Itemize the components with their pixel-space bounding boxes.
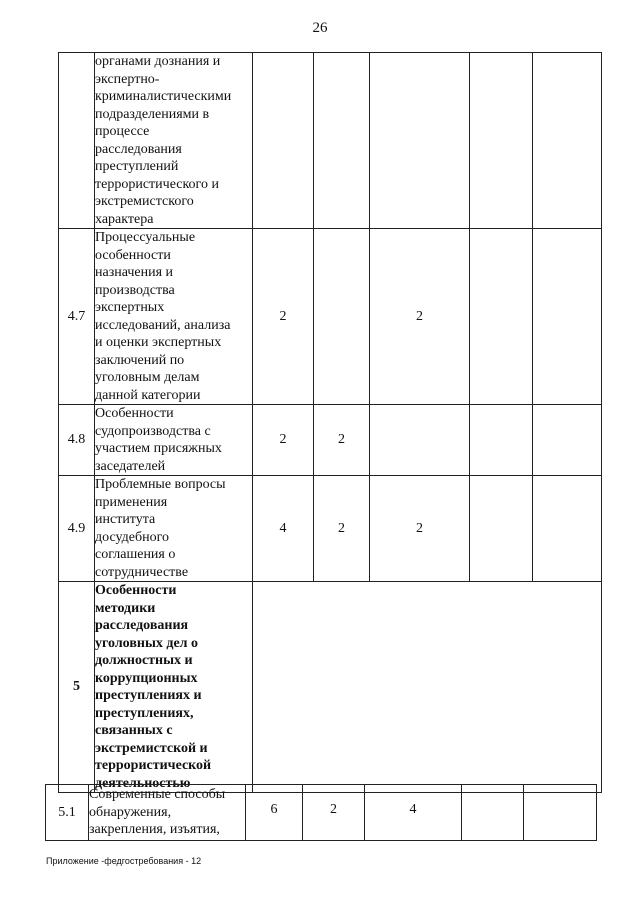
description-line: процессе: [95, 124, 150, 139]
description-line: должностных и: [95, 653, 193, 668]
hours-cell: 2: [253, 405, 314, 476]
description-line: криминалистическими: [95, 89, 232, 104]
hours-cell: [524, 785, 597, 841]
description-line: деятельностью: [95, 775, 191, 791]
hours-cell: 4: [253, 476, 314, 582]
description-line: данной категории: [95, 387, 201, 403]
description-line: органами дознания и: [95, 54, 221, 69]
description-line: Проблемные вопросы: [95, 477, 226, 492]
description-line: применения: [95, 494, 168, 510]
table-row: [59, 476, 602, 582]
section-row: [59, 582, 602, 793]
page-number: 26: [312, 20, 328, 36]
description-line: террористической: [95, 758, 212, 773]
hours-cell: [533, 229, 602, 405]
hours-cell: 2: [314, 476, 370, 582]
hours-cell: [470, 229, 533, 405]
description-line: Современные способы: [89, 787, 226, 803]
description-line: производства: [95, 282, 175, 298]
description-line: заседателей: [95, 458, 166, 474]
row-number: 4.9: [59, 476, 95, 582]
hours-cell: 2: [303, 785, 365, 841]
description-line: расследования: [95, 618, 189, 633]
row-number: 4.7: [59, 229, 95, 405]
hours-cell: 6: [246, 785, 303, 841]
hours-cell: [470, 476, 533, 582]
description-line: экспертно-: [95, 71, 160, 87]
footer-note: Приложение -федгостребования - 12: [46, 856, 202, 866]
row-number: 5.1: [46, 785, 89, 841]
row-number: [59, 53, 95, 229]
row-description: [95, 53, 253, 229]
description-line: назначения и: [95, 265, 174, 280]
description-line: Процессуальные: [95, 230, 196, 245]
description-line: методики: [95, 600, 156, 616]
section-number: 5: [59, 582, 95, 793]
table-row: [59, 53, 602, 229]
description-line: уголовных дел о: [95, 635, 199, 651]
hours-cell: 2: [253, 229, 314, 405]
description-line: уголовным делам: [95, 370, 200, 385]
hours-cell: [533, 405, 602, 476]
description-line: особенности: [95, 247, 171, 263]
description-line: Особенности: [95, 406, 174, 421]
description-line: преступлениях и: [95, 688, 202, 703]
description-line: соглашения о: [95, 547, 176, 562]
table-row: [59, 229, 602, 405]
description-line: сотрудничестве: [95, 564, 189, 580]
hours-cell: [533, 476, 602, 582]
description-line: досудебного: [95, 529, 169, 545]
row-description: [95, 476, 253, 582]
description-line: Особенности: [95, 583, 177, 598]
row-description: [89, 785, 246, 841]
description-line: заключений по: [95, 352, 185, 368]
description-line: характера: [95, 211, 154, 227]
hours-cell: [370, 405, 470, 476]
hours-cell: 2: [370, 476, 470, 582]
curriculum-table-lower: [45, 784, 597, 841]
hours-cell: 4: [365, 785, 462, 841]
description-line: и оценки экспертных: [95, 335, 222, 350]
section-title: [95, 582, 253, 793]
description-line: экстремистского: [95, 194, 194, 209]
description-line: связанных с: [95, 723, 173, 738]
row-description: [95, 229, 253, 405]
curriculum-table-upper: [58, 52, 602, 793]
merged-empty-cell: [253, 582, 602, 793]
row-number: 4.8: [59, 405, 95, 476]
description-line: экспертных: [95, 300, 165, 315]
description-line: расследования: [95, 141, 182, 157]
hours-cell: [533, 53, 602, 229]
description-line: судопроизводства с: [95, 423, 211, 439]
hours-cell: [462, 785, 524, 841]
row-description: [95, 405, 253, 476]
description-line: участием присяжных: [95, 441, 222, 456]
description-line: закрепления, изъятия,: [89, 822, 220, 838]
description-line: института: [95, 512, 156, 527]
hours-cell: [253, 53, 314, 229]
description-line: террористического и: [95, 176, 219, 192]
hours-cell: [470, 405, 533, 476]
table-row: [59, 405, 602, 476]
hours-cell: [314, 229, 370, 405]
hours-cell: 2: [370, 229, 470, 405]
description-line: преступлениях,: [95, 705, 194, 721]
description-line: обнаружения,: [89, 804, 172, 820]
description-line: преступлений: [95, 159, 179, 174]
hours-cell: [314, 53, 370, 229]
description-line: коррупционных: [95, 670, 198, 686]
description-line: экстремистской и: [95, 740, 208, 756]
hours-cell: 2: [314, 405, 370, 476]
table-row: [46, 785, 597, 841]
hours-cell: [470, 53, 533, 229]
description-line: исследований, анализа: [95, 317, 231, 333]
description-line: подразделениями в: [95, 106, 210, 122]
hours-cell: [370, 53, 470, 229]
